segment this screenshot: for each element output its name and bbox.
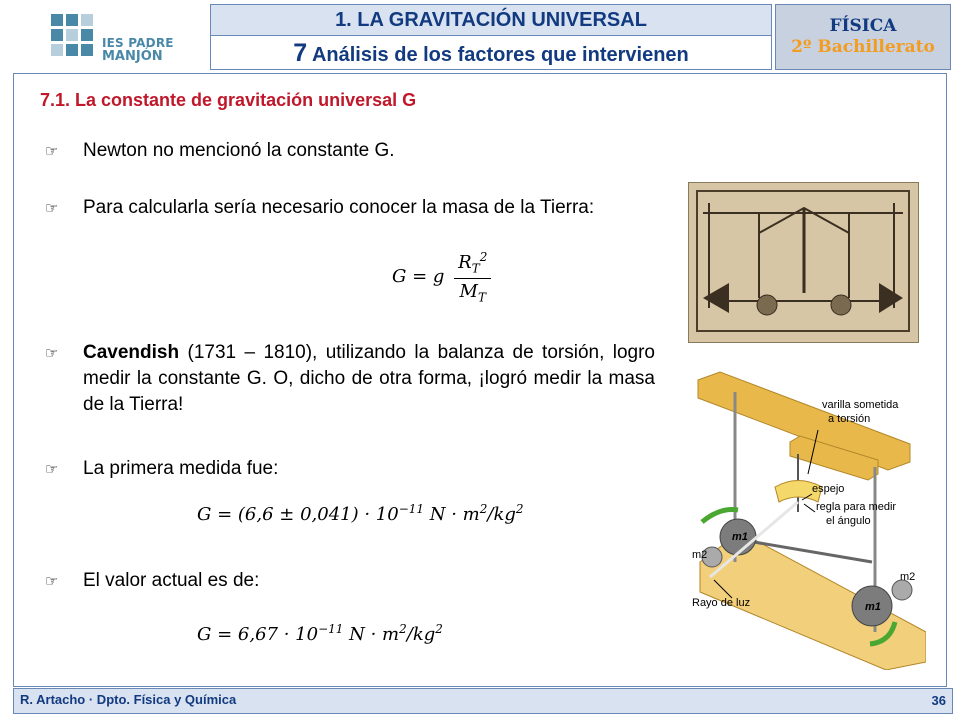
logo-text <box>102 36 174 64</box>
bullet-1 <box>45 138 655 164</box>
topic-title <box>211 37 771 69</box>
pointing-hand-icon: ☞ <box>45 344 59 362</box>
formula-2-exp: −11 <box>398 502 425 516</box>
formula-1-num: R <box>458 252 472 273</box>
formula-3-main: G = 6,67 · 10 <box>197 624 319 645</box>
formula-1-num-sup: 2 <box>479 250 488 264</box>
formula-2-main: G = (6,6 ± 0,041) · 10 <box>197 504 399 525</box>
apparatus-sketch <box>689 183 918 342</box>
footer-author: R. Artacho · Dpto. Física y Química <box>20 692 237 707</box>
formula-2-units: N · m <box>424 504 480 525</box>
topic-text: Análisis de los factores que intervienen <box>311 44 689 66</box>
label-varilla: varilla sometida <box>822 399 899 411</box>
cavendish-apparatus-photo <box>688 182 919 343</box>
title-box <box>210 4 772 70</box>
formula-1-fraction <box>454 250 491 304</box>
formula-3-units: N · m <box>343 624 400 645</box>
topic-number: 7 <box>293 39 308 67</box>
label-rayo: Rayo de luz <box>692 597 751 609</box>
subject-level: 2º Bachillerato <box>791 37 935 57</box>
label-m1-bottom: m1 <box>865 601 881 613</box>
bullet-3-bold: Cavendish <box>83 342 180 363</box>
formula-1-den-sub: T <box>477 290 486 305</box>
label-varilla-2: a torsión <box>828 413 871 425</box>
section-title: 7.1. La constante de gravitación universal G <box>40 90 417 110</box>
bullet-5-text: El valor actual es de: <box>83 570 260 591</box>
formula-current-value <box>197 622 443 645</box>
label-espejo: espejo <box>812 483 845 495</box>
bullet-3-rest: (1731 – 1810), utilizando la balanza de torsión, logro medir la constante G. O, dicho de otra forma, ¡logró medir la masa de la Tierra! <box>83 342 655 415</box>
bullet-2 <box>45 195 655 221</box>
label-m2-right: m2 <box>900 571 916 583</box>
pointing-hand-icon: ☞ <box>45 572 59 590</box>
pointing-hand-icon: ☞ <box>45 142 59 160</box>
pointing-hand-icon: ☞ <box>45 460 59 478</box>
school-logo <box>0 0 208 70</box>
footer-bar <box>13 688 953 714</box>
formula-1-num-sub: T <box>471 261 480 276</box>
bullet-5 <box>45 568 655 594</box>
logo-line1: IES PADRE <box>102 36 174 50</box>
torsion-balance-svg <box>690 362 926 670</box>
formula-1-lhs: G = g <box>392 266 445 288</box>
unit-title: 1. LA GRAVITACIÓN UNIVERSAL <box>211 5 771 36</box>
bullet-3 <box>45 340 655 418</box>
formula-3-units-tail: /kg <box>406 624 436 645</box>
page-number: 36 <box>931 693 946 708</box>
subject-name: FÍSICA <box>829 16 897 36</box>
formula-2-units-tail: /kg <box>487 504 516 525</box>
bullet-3-text <box>83 340 655 418</box>
formula-first-measure <box>197 502 524 525</box>
bullet-4-text: La primera medida fue: <box>83 458 279 479</box>
pointing-hand-icon: ☞ <box>45 199 59 217</box>
formula-g-masa-tierra <box>392 250 491 304</box>
formula-3-exp: −11 <box>318 622 344 636</box>
logo-line2: MANJÓN <box>102 49 163 64</box>
label-m1-top: m1 <box>732 531 748 543</box>
formula-1-den: M <box>459 280 478 302</box>
bullet-1-text: Newton no mencionó la constante G. <box>83 140 395 161</box>
formula-3-units-exp: 2 <box>399 622 407 636</box>
label-regla: regla para medir <box>816 501 897 513</box>
torsion-balance-illustration <box>690 362 926 670</box>
formula-3-units-tail-exp: 2 <box>435 622 443 636</box>
label-regla-2: el ángulo <box>826 515 871 527</box>
formula-2-units-exp: 2 <box>479 502 488 516</box>
logo-grid-icon <box>51 14 95 58</box>
bullet-2-text: Para calcularla sería necesario conocer la masa de la Tierra: <box>83 197 595 218</box>
bullet-4 <box>45 456 655 482</box>
subject-badge <box>775 4 951 70</box>
label-m2-left: m2 <box>692 549 708 561</box>
formula-2-units-tail-exp: 2 <box>515 502 524 516</box>
